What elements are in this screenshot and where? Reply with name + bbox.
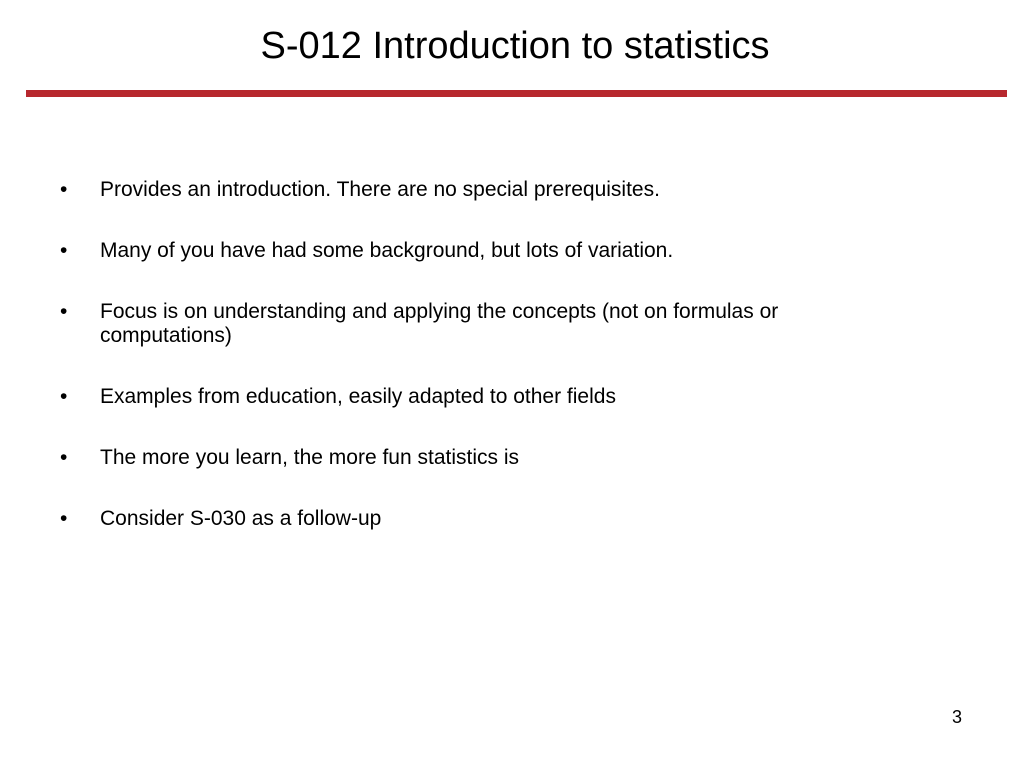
bullet-dot-icon: • bbox=[60, 178, 68, 201]
page-number: 3 bbox=[951, 707, 962, 727]
bullet-item bbox=[60, 239, 960, 263]
bullet-text: Consider S-030 as a follow-up bbox=[100, 507, 382, 530]
bullet-item bbox=[60, 300, 960, 348]
bullet-dot-icon: • bbox=[60, 300, 68, 323]
bullet-item bbox=[60, 178, 960, 202]
bullet-text: Many of you have had some background, but lots of variation. bbox=[100, 239, 674, 262]
bullet-text: Focus is on understanding and applying the concepts (not on formulas or computations) bbox=[100, 300, 779, 347]
slide-title: S-012 Introduction to statistics bbox=[260, 25, 770, 67]
bullet-text: The more you learn, the more fun statistics is bbox=[100, 446, 520, 469]
bullet-item bbox=[60, 385, 960, 409]
bullet-text: Examples from education, easily adapted to other fields bbox=[100, 385, 616, 408]
bullet-item bbox=[60, 446, 960, 470]
bullet-dot-icon: • bbox=[60, 446, 68, 469]
bullet-dot-icon: • bbox=[60, 507, 68, 530]
title-divider bbox=[26, 90, 1007, 97]
bullet-list bbox=[60, 178, 960, 568]
bullet-item bbox=[60, 507, 960, 531]
bullet-dot-icon: • bbox=[60, 385, 68, 408]
bullet-text: Provides an introduction. There are no special prerequisites. bbox=[100, 178, 660, 201]
bullet-dot-icon: • bbox=[60, 239, 68, 262]
